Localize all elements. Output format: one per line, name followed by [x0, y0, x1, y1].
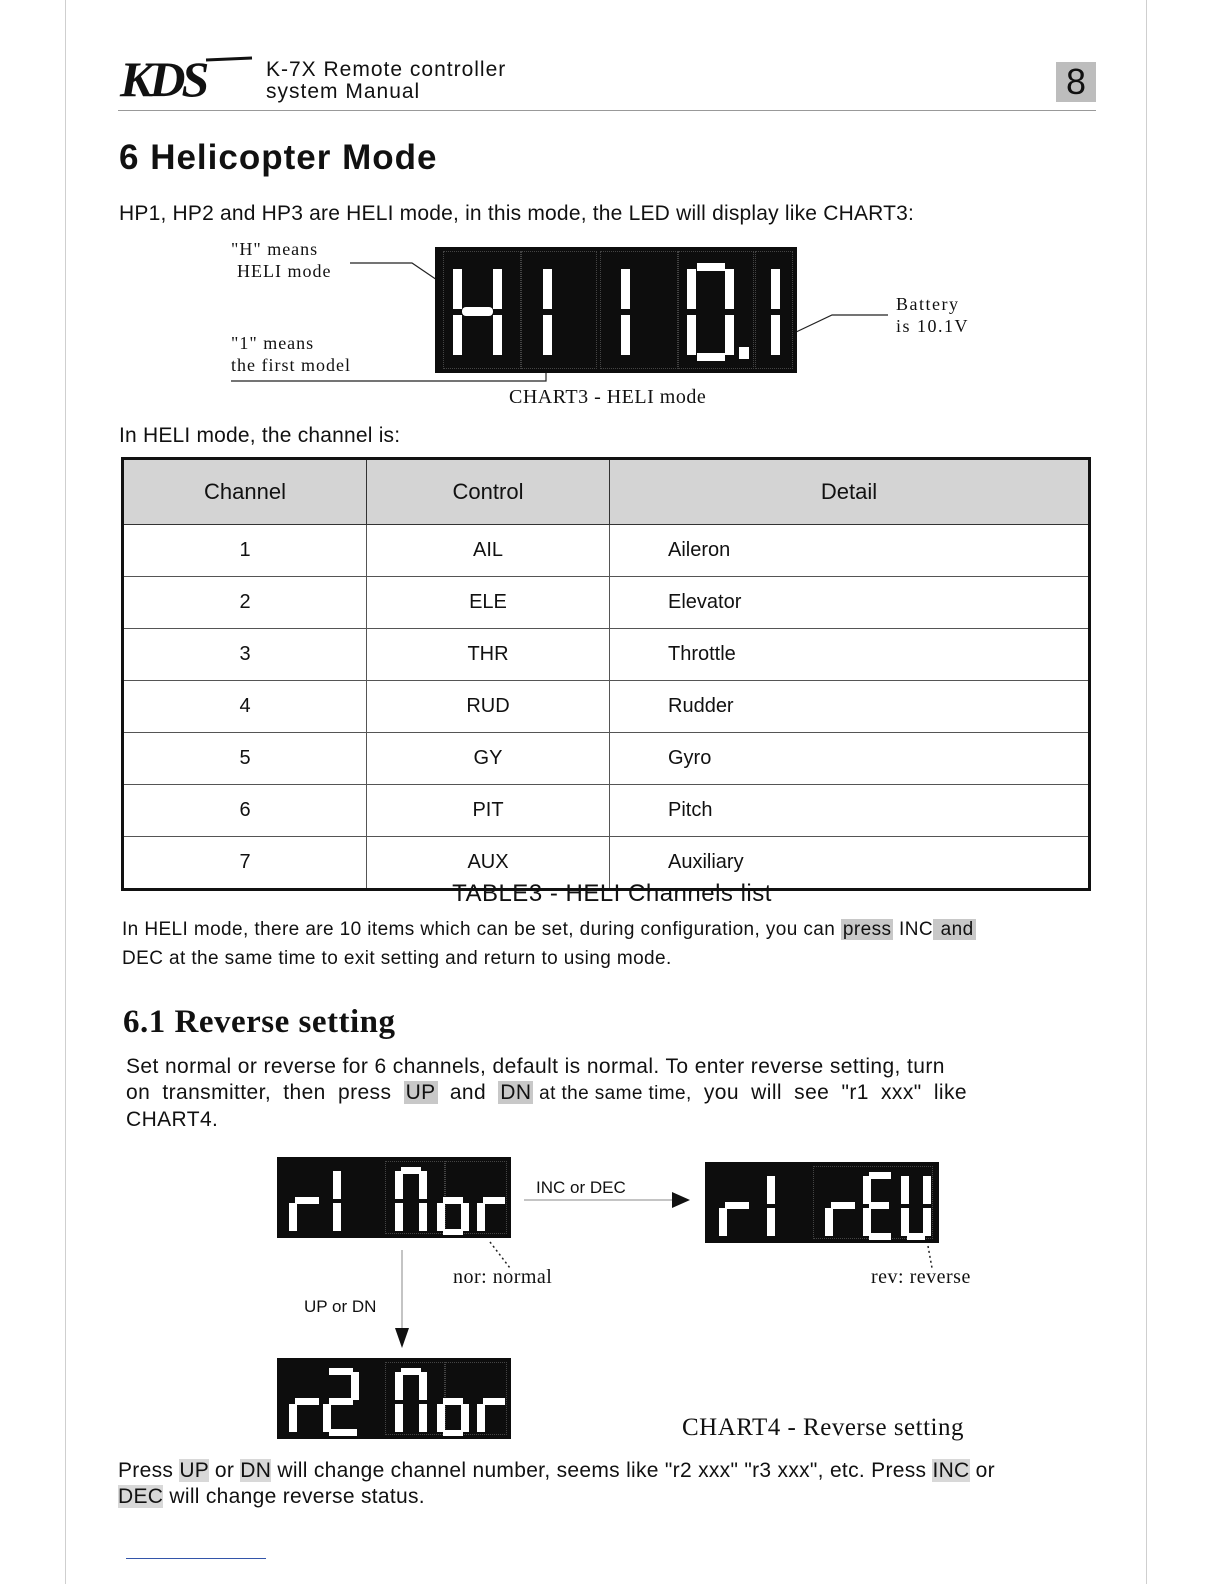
cell-channel: 7 [123, 837, 367, 890]
table-row [123, 577, 1090, 629]
footer-text-c: will change channel number, seems like "r2 xxx" "r3 xxx", etc. Press [271, 1459, 933, 1482]
reverse-line2 [126, 1080, 1096, 1107]
table-header-row [123, 459, 1090, 525]
led-seg [493, 315, 502, 355]
label-1-line1: "1" means [231, 333, 315, 353]
table-row [123, 629, 1090, 681]
reverse-title: 6.1 Reverse setting [123, 1004, 396, 1040]
footer-paragraph [118, 1458, 1103, 1510]
footer-inc-highlight: INC [932, 1459, 970, 1482]
led-seg [543, 269, 552, 309]
led-seg [443, 1430, 463, 1436]
section-intro: HP1, HP2 and HP3 are HELI mode, in this mode, the LED will display like CHART3: [119, 202, 915, 225]
footer-text-d: or [969, 1459, 995, 1482]
led-seg [621, 269, 630, 309]
config-paragraph [122, 915, 1097, 973]
table-row [123, 681, 1090, 733]
led-seg [462, 307, 493, 316]
label-inc-or-dec: INC or DEC [536, 1178, 626, 1197]
reverse-line3: CHART4. [126, 1108, 219, 1131]
footer-text-a: Press [118, 1459, 180, 1482]
cell-channel: 6 [123, 785, 367, 837]
cell-control: AUX [367, 837, 610, 890]
cell-detail: Rudder [610, 681, 1090, 733]
led-seg [771, 315, 780, 355]
footer-text-e: will change reverse status. [163, 1485, 425, 1508]
label-h-line2: HELI mode [237, 261, 332, 281]
led-seg [477, 1404, 485, 1432]
label-nor-normal: nor: normal [453, 1266, 553, 1288]
cell-control: PIT [367, 785, 610, 837]
reverse-line2-c: at the same time, [533, 1083, 692, 1104]
chart4-caption: CHART4 - Reverse setting [682, 1414, 964, 1441]
led-seg [493, 269, 502, 309]
reverse-line2-b: and [437, 1081, 499, 1104]
led-seg [351, 1372, 359, 1400]
cell-control: GY [367, 733, 610, 785]
footer-text-b: or [208, 1459, 241, 1482]
led-seg [419, 1372, 427, 1400]
manual-title-line1: K-7X Remote controller [266, 58, 507, 81]
header-detail: Detail [610, 459, 1090, 525]
cell-detail: Elevator [610, 577, 1090, 629]
led-seg [483, 1398, 505, 1405]
dn-key-highlight: DN [500, 1081, 532, 1104]
chart3-caption: CHART3 - HELI mode [509, 386, 707, 408]
cell-channel: 2 [123, 577, 367, 629]
led-seg [395, 1372, 403, 1400]
cell-channel: 1 [123, 525, 367, 577]
led-seg [687, 269, 696, 309]
header-control: Control [367, 459, 610, 525]
section-title: 6 Helicopter Mode [119, 138, 438, 177]
reverse-line1: Set normal or reverse for 6 channels, default is normal. To enter reverse setting, turn [126, 1055, 945, 1078]
footer-dec-highlight: DEC [118, 1485, 164, 1508]
cell-control: THR [367, 629, 610, 681]
cell-control: ELE [367, 577, 610, 629]
led-display-heli [435, 247, 797, 373]
cell-detail: Pitch [610, 785, 1090, 837]
led-seg [453, 269, 462, 309]
led-seg [621, 315, 630, 355]
cell-detail: Auxiliary [610, 837, 1090, 890]
led-seg [323, 1404, 331, 1432]
footer-up-highlight: UP [179, 1459, 209, 1482]
led-seg [697, 263, 725, 271]
config-text-2: INC [893, 919, 933, 940]
header-channel: Channel [123, 459, 367, 525]
led-seg [687, 315, 696, 355]
led-seg [437, 1404, 445, 1432]
cell-detail: Gyro [610, 733, 1090, 785]
table-row [123, 525, 1090, 577]
led-seg [697, 353, 725, 361]
label-h-line1: "H" means [231, 239, 319, 259]
cell-detail: Aileron [610, 525, 1090, 577]
config-text-3: DEC at the same time to exit setting and return to using mode. [122, 948, 672, 969]
cell-channel: 4 [123, 681, 367, 733]
led-seg [725, 269, 734, 309]
label-battery-line2: is 10.1V [896, 316, 970, 336]
table3-caption: TABLE3 - HELI Channels list [452, 880, 772, 907]
cell-control: AIL [367, 525, 610, 577]
led-seg [725, 315, 734, 355]
config-text-1: In HELI mode, there are 10 items which can be set, during configuration, you can [122, 919, 841, 940]
led-seg [443, 1398, 463, 1405]
led-seg [395, 1404, 403, 1432]
led-seg [289, 1404, 297, 1432]
label-battery-line1: Battery [896, 294, 960, 314]
cell-control: RUD [367, 681, 610, 733]
led-seg [453, 315, 462, 355]
reverse-line2-d: you will see "r1 xxx" like [691, 1081, 967, 1104]
footer-dn-highlight: DN [240, 1459, 272, 1482]
led-seg [419, 1404, 427, 1432]
heli-channel-table [121, 457, 1091, 891]
kds-logo-text: KDS [120, 54, 206, 102]
channel-intro: In HELI mode, the channel is: [119, 424, 401, 447]
arrow-right-icon [672, 1192, 690, 1208]
label-up-or-dn: UP or DN [304, 1297, 377, 1316]
label-rev-reverse: rev: reverse [871, 1266, 971, 1288]
reverse-line2-a: on transmitter, then press [126, 1081, 404, 1104]
cell-detail: Throttle [610, 629, 1090, 681]
manual-title-line2: system Manual [266, 80, 421, 103]
led-seg [543, 315, 552, 355]
footnote-rule [126, 1558, 266, 1559]
cell-channel: 3 [123, 629, 367, 681]
table-row [123, 733, 1090, 785]
chart4-arrows [0, 1140, 1224, 1370]
led-dot [739, 347, 749, 359]
led-seg [295, 1398, 319, 1405]
arrow-down-icon [395, 1328, 409, 1348]
config-and-highlight: and [934, 919, 974, 940]
reverse-paragraph [126, 1054, 1096, 1133]
config-press-highlight: press [842, 919, 892, 940]
led-seg [329, 1398, 353, 1405]
page-number: 8 [1056, 62, 1096, 102]
label-1-line2: the first model [231, 355, 351, 375]
table-row [123, 785, 1090, 837]
cell-channel: 5 [123, 733, 367, 785]
led-seg [461, 1404, 469, 1432]
led-seg [329, 1429, 357, 1436]
led-seg [771, 269, 780, 309]
up-key-highlight: UP [405, 1081, 436, 1104]
led-display-r2-nor [277, 1358, 511, 1439]
